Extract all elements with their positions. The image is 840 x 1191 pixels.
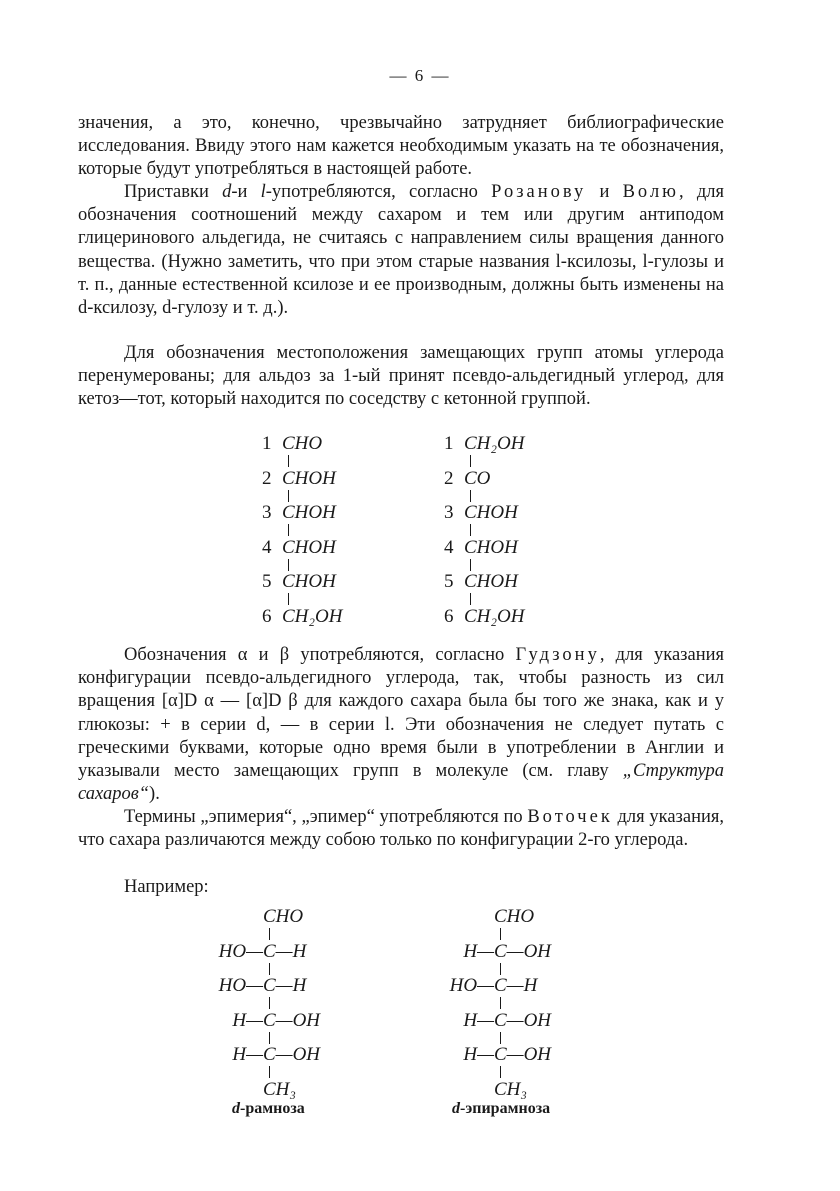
substituent-left: H— <box>463 1009 494 1031</box>
substituent-left: H— <box>232 1009 263 1031</box>
bond-line <box>470 524 471 536</box>
paragraph-1-text: значения, а это, конечно, чрезвычайно затрудняет библиографические исследования. Ввиду этого нам кажется необходимым указать на те обозначения, которые будут употребляться в настоящей работе. <box>78 113 724 180</box>
paragraph-3-text: Для обозначения местоположения замещающих групп атомы углерода перенумерованы; для альдоз за 1-ый принят псевдо-альдегидный углерод, для кетоз—тот, который находится по соседству с кетонной группой. <box>78 343 724 410</box>
paragraph-1 <box>78 112 724 182</box>
carbon-group: CHOH <box>282 571 336 592</box>
example-label: Например: <box>124 877 209 897</box>
carbon-center: CH₃ <box>494 1078 527 1100</box>
substituent-left: H— <box>463 940 494 962</box>
para4-start: Обозначения α и β употребляются, согласно <box>124 645 516 665</box>
page-number: — 6 — <box>389 66 451 85</box>
carbon-group: CHOH <box>282 502 336 523</box>
carbon-group: CHOH <box>464 536 518 558</box>
rhamnose-caption-prefix: d <box>232 1100 240 1117</box>
bond-line <box>470 559 471 571</box>
carbon-number: 4 <box>444 536 454 558</box>
carbon-group: CH₂OH <box>464 605 525 627</box>
bond-line <box>470 455 471 467</box>
carbon-group: CH₂OH <box>464 433 525 454</box>
ketose-formula <box>444 433 604 633</box>
bond-line <box>269 1032 270 1044</box>
carbon-group: CHOH <box>464 502 518 523</box>
carbon-number: 2 <box>262 467 272 489</box>
para5-rest: для указания, что сахара различаются между собою только по конфигурации 2-го углерода. <box>78 807 725 851</box>
formula-line <box>444 571 518 593</box>
carbon-center: C—OH <box>494 1009 552 1031</box>
carbon-group: CHOH <box>282 467 336 489</box>
carbon-number: 3 <box>444 502 454 523</box>
carbon-number: 6 <box>262 605 272 627</box>
para2-mid: -употребляются, согласно <box>265 182 492 202</box>
epirhamnose-caption-text: -эпирамноза <box>460 1100 551 1117</box>
formula-line <box>444 468 490 490</box>
bond-line <box>500 1066 501 1078</box>
carbon-center: CHO <box>494 906 535 927</box>
para5-start: Термины „эпимерия“, „эпимер“ употребляются по <box>124 807 528 827</box>
paragraph-3 <box>78 342 724 412</box>
carbon-center: C—H <box>263 940 307 962</box>
chapter-ref: „Структура сахаров“ <box>78 761 724 805</box>
carbon-number: 6 <box>444 605 454 627</box>
author-votochek: Воточек <box>527 807 613 827</box>
carbon-number: 1 <box>262 433 272 454</box>
formula-line <box>262 606 342 628</box>
formula-line <box>444 433 524 455</box>
carbon-center: C—OH <box>263 1009 321 1031</box>
para2-rest: , для обозначения соотношений между сахаром и тем или другим антиподом глицеринового альдегида, не считаясь с направлением силы вращения данного вещества. (Нужно заметить, что при этом старые названия l-ксилозы, l-гулозы и т. п., данные естественной ксилозе и ее производным, должны быть изменены на d-ксилозу, d-гулозу и т. д.). <box>78 182 724 319</box>
carbon-number: 5 <box>262 571 272 592</box>
para2-and2: и <box>586 182 623 202</box>
paragraph-2 <box>78 181 724 320</box>
structure-line <box>440 941 551 963</box>
formula-line <box>262 537 336 559</box>
carbon-center: C—OH <box>494 1044 552 1065</box>
paragraph-4 <box>78 644 724 806</box>
formula-line <box>444 606 524 628</box>
structure-line <box>205 1044 320 1066</box>
epirhamnose-formula <box>440 906 600 1100</box>
bond-line <box>470 490 471 502</box>
formula-line <box>262 502 336 524</box>
structure-line <box>205 1010 320 1032</box>
carbon-center: C—OH <box>494 940 552 962</box>
carbon-number: 4 <box>262 536 272 558</box>
para2-l: l <box>260 182 266 202</box>
aldose-formula <box>262 433 422 633</box>
carbon-center: CHO <box>263 906 304 927</box>
epirhamnose-caption <box>452 1100 550 1118</box>
formula-line <box>262 433 322 455</box>
bond-line <box>269 1066 270 1078</box>
structure-line <box>440 975 537 997</box>
formula-line <box>262 571 336 593</box>
formula-line <box>262 468 336 490</box>
bond-line <box>500 928 501 940</box>
structure-line <box>440 1010 551 1032</box>
carbon-number: 2 <box>444 467 454 489</box>
author-rozanov: Розанову <box>491 182 587 202</box>
carbon-center: C—OH <box>263 1044 321 1065</box>
rhamnose-caption <box>232 1100 305 1118</box>
para2-start: Приставки <box>124 182 223 202</box>
bond-line <box>500 997 501 1009</box>
carbon-group: CO <box>464 467 491 489</box>
carbon-center: C—H <box>494 975 538 996</box>
carbon-group: CHO <box>282 433 323 454</box>
bond-line <box>269 963 270 975</box>
structure-line <box>205 1079 296 1101</box>
substituent-left: H— <box>463 1044 494 1065</box>
formula-line <box>444 537 518 559</box>
substituent-left: H— <box>232 1044 263 1065</box>
carbon-center: CH₃ <box>263 1078 296 1100</box>
structure-line <box>440 1079 527 1101</box>
bond-line <box>269 997 270 1009</box>
example-label-wrap <box>78 876 724 899</box>
bond-line <box>288 559 289 571</box>
bond-line <box>288 455 289 467</box>
carbon-group: CH₂OH <box>282 605 343 627</box>
para4-end: ). <box>149 784 160 805</box>
bond-line <box>288 593 289 605</box>
carbon-number: 5 <box>444 571 454 592</box>
bond-line <box>500 963 501 975</box>
substituent-left: HO— <box>449 975 494 996</box>
para2-and: -и <box>231 182 261 202</box>
carbon-center: C—H <box>263 975 307 996</box>
carbon-number: 3 <box>262 502 272 523</box>
epirhamnose-caption-prefix: d <box>452 1100 460 1117</box>
author-vol: Волю <box>622 182 679 202</box>
structure-line <box>440 1044 551 1066</box>
bond-line <box>500 1032 501 1044</box>
carbon-group: CHOH <box>464 571 518 592</box>
para2-d: d <box>222 182 232 202</box>
carbon-number: 1 <box>444 433 454 454</box>
bond-line <box>288 490 289 502</box>
carbon-group: CHOH <box>282 536 336 558</box>
bond-line <box>470 593 471 605</box>
substituent-left: HO— <box>218 975 263 996</box>
bond-line <box>269 928 270 940</box>
rhamnose-caption-text: -рамноза <box>240 1100 305 1117</box>
structure-line <box>205 941 306 963</box>
structure-line <box>205 975 306 997</box>
rhamnose-formula <box>205 906 365 1100</box>
structure-line <box>205 906 303 928</box>
paragraph-5 <box>78 806 724 852</box>
formula-line <box>444 502 518 524</box>
bond-line <box>288 524 289 536</box>
structure-line <box>440 906 534 928</box>
substituent-left: HO— <box>218 940 263 962</box>
para4-rest: , для указания конфигурации псевдо-альдегидного углерода, так, чтобы разность из сил вращения [α]D α — [α]D β для каждого сахара была бы того же знака, как и у глюкозы: + в серии d, — в серии l. Эти обозначения не следует путать с греческими буквами, которые одно время были в употреблении в Англии и указывали место замещающих групп в молекуле (см. главу <box>78 645 724 782</box>
author-gudzon: Гудзону <box>515 645 600 665</box>
